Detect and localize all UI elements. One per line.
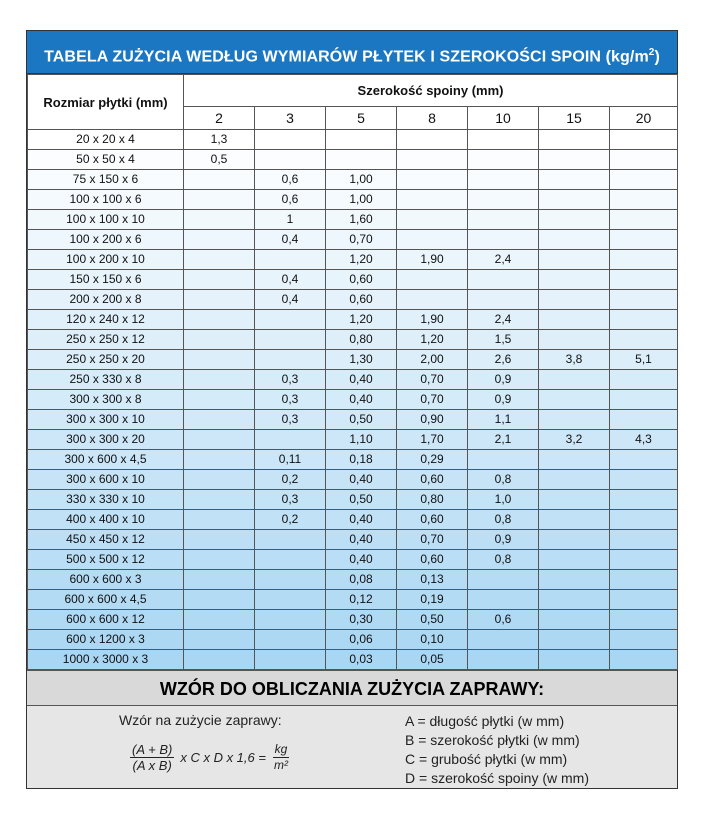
column-header-10: 10 — [468, 107, 539, 130]
consumption-cell: 1,60 — [326, 210, 397, 230]
consumption-cell: 1,00 — [326, 170, 397, 190]
tile-size-cell: 100 x 200 x 6 — [28, 230, 184, 250]
consumption-cell: 0,50 — [326, 410, 397, 430]
table-row — [28, 290, 678, 310]
consumption-cell: 0,8 — [468, 510, 539, 530]
tile-size-cell: 600 x 1200 x 3 — [28, 630, 184, 650]
consumption-cell: 2,4 — [468, 310, 539, 330]
consumption-cell — [610, 290, 678, 310]
consumption-cell — [468, 570, 539, 590]
consumption-cell — [255, 350, 326, 370]
consumption-cell: 0,40 — [326, 530, 397, 550]
consumption-cell: 1,20 — [326, 310, 397, 330]
consumption-cell: 0,10 — [397, 630, 468, 650]
consumption-cell — [468, 650, 539, 670]
table-row — [28, 450, 678, 470]
consumption-cell — [255, 530, 326, 550]
consumption-cell — [610, 310, 678, 330]
formula-section — [27, 706, 677, 788]
tile-size-cell: 400 x 400 x 10 — [28, 510, 184, 530]
consumption-cell — [255, 430, 326, 450]
consumption-cell — [610, 390, 678, 410]
consumption-cell: 0,70 — [397, 530, 468, 550]
table-row — [28, 570, 678, 590]
consumption-cell: 1,5 — [468, 330, 539, 350]
consumption-cell: 0,11 — [255, 450, 326, 470]
consumption-cell — [610, 510, 678, 530]
title-close: ) — [654, 48, 660, 66]
consumption-cell: 0,12 — [326, 590, 397, 610]
legend-line: D = szerokość spoiny (w mm) — [405, 770, 589, 786]
table-row — [28, 190, 678, 210]
formula-denominator: (A x B) — [132, 758, 172, 773]
consumption-cell — [610, 630, 678, 650]
consumption-cell: 0,30 — [326, 610, 397, 630]
consumption-cell — [397, 130, 468, 150]
table-title — [27, 31, 677, 74]
tile-size-cell: 250 x 250 x 12 — [28, 330, 184, 350]
tile-size-cell: 100 x 100 x 10 — [28, 210, 184, 230]
formula-heading: WZÓR DO OBLICZANIA ZUŻYCIA ZAPRAWY: — [27, 670, 677, 706]
consumption-cell — [397, 210, 468, 230]
table-row — [28, 370, 678, 390]
table-row — [28, 310, 678, 330]
consumption-cell: 0,70 — [326, 230, 397, 250]
consumption-cell — [184, 410, 255, 430]
consumption-cell — [539, 590, 610, 610]
consumption-cell — [539, 310, 610, 330]
consumption-cell: 0,70 — [397, 370, 468, 390]
size-column-header: Rozmiar płytki (mm) — [28, 75, 184, 130]
consumption-cell: 0,6 — [255, 190, 326, 210]
consumption-cell: 0,40 — [326, 510, 397, 530]
tile-size-cell: 600 x 600 x 12 — [28, 610, 184, 630]
table-row — [28, 650, 678, 670]
table-row — [28, 230, 678, 250]
consumption-cell: 1,10 — [326, 430, 397, 450]
consumption-cell — [184, 450, 255, 470]
consumption-cell: 0,3 — [255, 490, 326, 510]
joint-width-header: Szerokość spoiny (mm) — [184, 75, 678, 107]
consumption-cell — [184, 190, 255, 210]
column-header-2: 2 — [184, 107, 255, 130]
consumption-cell — [610, 230, 678, 250]
consumption-cell: 0,6 — [468, 610, 539, 630]
consumption-cell — [539, 230, 610, 250]
consumption-cell — [255, 590, 326, 610]
consumption-cell — [539, 370, 610, 390]
consumption-cell: 0,4 — [255, 230, 326, 250]
consumption-cell: 1,70 — [397, 430, 468, 450]
consumption-cell — [184, 390, 255, 410]
consumption-cell: 3,2 — [539, 430, 610, 450]
consumption-cell — [610, 190, 678, 210]
consumption-cell: 0,60 — [397, 470, 468, 490]
consumption-cell — [610, 250, 678, 270]
consumption-cell — [539, 330, 610, 350]
consumption-cell: 0,60 — [326, 270, 397, 290]
formula-middle: x C x D x 1,6 = — [180, 750, 266, 765]
consumption-cell: 1,20 — [326, 250, 397, 270]
consumption-cell: 0,6 — [255, 170, 326, 190]
tile-size-cell: 300 x 300 x 8 — [28, 390, 184, 410]
tile-size-cell: 250 x 250 x 20 — [28, 350, 184, 370]
table-row — [28, 210, 678, 230]
consumption-cell — [539, 570, 610, 590]
consumption-cell: 1,20 — [397, 330, 468, 350]
consumption-cell: 0,80 — [397, 490, 468, 510]
consumption-cell — [184, 530, 255, 550]
consumption-cell — [255, 550, 326, 570]
tile-size-cell: 100 x 100 x 6 — [28, 190, 184, 210]
consumption-cell — [539, 270, 610, 290]
consumption-cell — [610, 330, 678, 350]
consumption-cell — [468, 170, 539, 190]
formula-legend — [405, 712, 589, 788]
table-row — [28, 470, 678, 490]
consumption-cell — [184, 490, 255, 510]
consumption-cell: 0,50 — [326, 490, 397, 510]
consumption-cell: 3,8 — [539, 350, 610, 370]
tile-size-cell: 200 x 200 x 8 — [28, 290, 184, 310]
consumption-cell — [468, 290, 539, 310]
table-row — [28, 590, 678, 610]
formula-unit-numerator: kg — [274, 742, 288, 756]
tile-size-cell: 330 x 330 x 10 — [28, 490, 184, 510]
table-row — [28, 390, 678, 410]
consumption-cell — [610, 610, 678, 630]
tile-size-cell: 300 x 300 x 10 — [28, 410, 184, 430]
consumption-cell — [184, 290, 255, 310]
formula-label: Wzór na zużycie zaprawy: — [119, 712, 282, 728]
table-row — [28, 150, 678, 170]
consumption-cell: 4,3 — [610, 430, 678, 450]
consumption-cell — [184, 310, 255, 330]
consumption-cell — [610, 150, 678, 170]
legend-line: C = grubość płytki (w mm) — [405, 751, 568, 767]
consumption-cell: 0,4 — [255, 290, 326, 310]
consumption-cell — [610, 370, 678, 390]
consumption-cell: 1,90 — [397, 250, 468, 270]
consumption-cell: 1 — [255, 210, 326, 230]
consumption-cell — [184, 330, 255, 350]
tile-size-cell: 1000 x 3000 x 3 — [28, 650, 184, 670]
consumption-cell — [539, 610, 610, 630]
consumption-cell: 0,9 — [468, 390, 539, 410]
consumption-cell — [255, 150, 326, 170]
consumption-cell — [539, 410, 610, 430]
tile-size-cell: 300 x 300 x 20 — [28, 430, 184, 450]
consumption-cell — [539, 470, 610, 490]
consumption-cell — [539, 290, 610, 310]
tile-size-cell: 300 x 600 x 10 — [28, 470, 184, 490]
consumption-cell — [610, 470, 678, 490]
table-row — [28, 330, 678, 350]
consumption-cell: 0,8 — [468, 550, 539, 570]
consumption-cell — [610, 530, 678, 550]
consumption-cell — [255, 630, 326, 650]
consumption-cell — [539, 130, 610, 150]
formula-unit — [272, 742, 290, 773]
table-row — [28, 430, 678, 450]
consumption-cell — [255, 330, 326, 350]
consumption-cell — [184, 270, 255, 290]
consumption-cell — [539, 390, 610, 410]
consumption-cell: 0,90 — [397, 410, 468, 430]
consumption-cell — [326, 150, 397, 170]
consumption-cell — [610, 130, 678, 150]
tile-size-cell: 250 x 330 x 8 — [28, 370, 184, 390]
consumption-cell — [255, 570, 326, 590]
legend-line: B = szerokość płytki (w mm) — [405, 732, 580, 748]
consumption-cell — [184, 210, 255, 230]
consumption-cell: 0,5 — [184, 150, 255, 170]
consumption-cell: 0,3 — [255, 370, 326, 390]
table-row — [28, 610, 678, 630]
consumption-cell: 0,2 — [255, 470, 326, 490]
consumption-cell — [610, 170, 678, 190]
table-row — [28, 510, 678, 530]
consumption-cell: 0,13 — [397, 570, 468, 590]
tile-size-cell: 600 x 600 x 4,5 — [28, 590, 184, 610]
consumption-cell — [255, 310, 326, 330]
consumption-cell — [468, 210, 539, 230]
consumption-cell — [184, 550, 255, 570]
consumption-cell — [397, 290, 468, 310]
table-row — [28, 250, 678, 270]
consumption-cell: 2,4 — [468, 250, 539, 270]
tile-size-cell: 100 x 200 x 10 — [28, 250, 184, 270]
consumption-cell: 1,90 — [397, 310, 468, 330]
tile-size-cell: 150 x 150 x 6 — [28, 270, 184, 290]
consumption-cell — [539, 510, 610, 530]
consumption-cell: 2,1 — [468, 430, 539, 450]
consumption-cell: 0,18 — [326, 450, 397, 470]
consumption-cell — [468, 590, 539, 610]
consumption-cell: 1,3 — [184, 130, 255, 150]
formula-numerator: (A + B) — [132, 742, 173, 757]
column-header-15: 15 — [539, 107, 610, 130]
table-row — [28, 630, 678, 650]
title-superscript: 2 — [648, 47, 655, 58]
table-row — [28, 130, 678, 150]
consumption-cell — [397, 230, 468, 250]
table-row — [28, 490, 678, 510]
consumption-cell: 0,3 — [255, 410, 326, 430]
consumption-cell: 0,40 — [326, 470, 397, 490]
consumption-cell — [539, 650, 610, 670]
consumption-cell — [468, 450, 539, 470]
consumption-cell: 0,60 — [397, 550, 468, 570]
consumption-cell: 0,80 — [326, 330, 397, 350]
table-row — [28, 410, 678, 430]
consumption-table — [27, 74, 678, 670]
table-row — [28, 350, 678, 370]
consumption-cell — [468, 270, 539, 290]
consumption-cell — [539, 190, 610, 210]
consumption-cell — [610, 210, 678, 230]
consumption-cell — [184, 630, 255, 650]
consumption-cell — [468, 190, 539, 210]
consumption-cell: 0,03 — [326, 650, 397, 670]
column-header-8: 8 — [397, 107, 468, 130]
tile-size-cell: 600 x 600 x 3 — [28, 570, 184, 590]
consumption-cell — [539, 150, 610, 170]
consumption-cell: 0,05 — [397, 650, 468, 670]
formula-fraction — [130, 742, 174, 773]
consumption-cell: 0,19 — [397, 590, 468, 610]
consumption-cell — [468, 150, 539, 170]
table-row — [28, 170, 678, 190]
tile-size-cell: 50 x 50 x 4 — [28, 150, 184, 170]
consumption-cell — [539, 250, 610, 270]
consumption-cell — [255, 250, 326, 270]
consumption-cell: 0,60 — [326, 290, 397, 310]
consumption-cell: 0,08 — [326, 570, 397, 590]
consumption-cell — [468, 230, 539, 250]
table-row — [28, 550, 678, 570]
tile-size-cell: 120 x 240 x 12 — [28, 310, 184, 330]
consumption-cell — [184, 370, 255, 390]
consumption-cell — [539, 170, 610, 190]
formula-unit-denominator: m² — [273, 758, 288, 772]
consumption-cell — [610, 570, 678, 590]
consumption-cell — [610, 270, 678, 290]
consumption-cell: 0,4 — [255, 270, 326, 290]
legend-line: A = długość płytki (w mm) — [405, 713, 565, 729]
consumption-cell — [184, 610, 255, 630]
consumption-cell — [539, 530, 610, 550]
consumption-cell — [610, 490, 678, 510]
consumption-cell — [255, 610, 326, 630]
consumption-cell: 0,9 — [468, 370, 539, 390]
table-row — [28, 530, 678, 550]
column-header-5: 5 — [326, 107, 397, 130]
consumption-cell — [397, 190, 468, 210]
column-header-3: 3 — [255, 107, 326, 130]
consumption-cell — [184, 590, 255, 610]
tile-size-cell: 20 x 20 x 4 — [28, 130, 184, 150]
tile-size-cell: 75 x 150 x 6 — [28, 170, 184, 190]
consumption-cell: 1,00 — [326, 190, 397, 210]
consumption-cell: 0,3 — [255, 390, 326, 410]
consumption-cell — [184, 510, 255, 530]
consumption-cell — [397, 150, 468, 170]
consumption-cell — [610, 650, 678, 670]
consumption-cell — [184, 250, 255, 270]
consumption-cell — [184, 430, 255, 450]
consumption-cell — [539, 630, 610, 650]
consumption-cell — [184, 350, 255, 370]
consumption-cell — [255, 650, 326, 670]
consumption-cell — [610, 450, 678, 470]
column-header-20: 20 — [610, 107, 678, 130]
consumption-cell — [326, 130, 397, 150]
consumption-cell — [539, 550, 610, 570]
tile-size-cell: 300 x 600 x 4,5 — [28, 450, 184, 470]
consumption-cell — [468, 630, 539, 650]
consumption-cell — [397, 270, 468, 290]
consumption-cell: 0,50 — [397, 610, 468, 630]
consumption-cell — [610, 590, 678, 610]
consumption-cell: 0,60 — [397, 510, 468, 530]
consumption-cell: 2,6 — [468, 350, 539, 370]
consumption-cell: 0,8 — [468, 470, 539, 490]
consumption-cell: 0,70 — [397, 390, 468, 410]
table-row — [28, 270, 678, 290]
consumption-cell — [610, 550, 678, 570]
consumption-cell: 2,00 — [397, 350, 468, 370]
consumption-cell: 0,06 — [326, 630, 397, 650]
consumption-cell: 0,9 — [468, 530, 539, 550]
consumption-cell — [610, 410, 678, 430]
consumption-cell — [539, 490, 610, 510]
formula — [127, 742, 293, 773]
consumption-cell — [539, 210, 610, 230]
consumption-cell — [255, 130, 326, 150]
tile-size-cell: 500 x 500 x 12 — [28, 550, 184, 570]
consumption-cell: 0,29 — [397, 450, 468, 470]
consumption-cell: 0,2 — [255, 510, 326, 530]
consumption-cell: 0,40 — [326, 390, 397, 410]
consumption-cell — [184, 570, 255, 590]
consumption-cell — [468, 130, 539, 150]
consumption-cell — [184, 650, 255, 670]
consumption-cell: 5,1 — [610, 350, 678, 370]
consumption-cell — [184, 470, 255, 490]
consumption-cell: 1,1 — [468, 410, 539, 430]
consumption-cell — [184, 170, 255, 190]
consumption-cell — [184, 230, 255, 250]
consumption-cell: 0,40 — [326, 550, 397, 570]
consumption-table-frame — [26, 30, 678, 789]
tile-size-cell: 450 x 450 x 12 — [28, 530, 184, 550]
consumption-cell: 0,40 — [326, 370, 397, 390]
consumption-cell — [397, 170, 468, 190]
consumption-cell: 1,0 — [468, 490, 539, 510]
consumption-cell — [539, 450, 610, 470]
table-title-text: TABELA ZUŻYCIA WEDŁUG WYMIARÓW PŁYTEK I SZEROKOŚCI SPOIN (kg/m — [44, 48, 649, 66]
consumption-cell: 1,30 — [326, 350, 397, 370]
